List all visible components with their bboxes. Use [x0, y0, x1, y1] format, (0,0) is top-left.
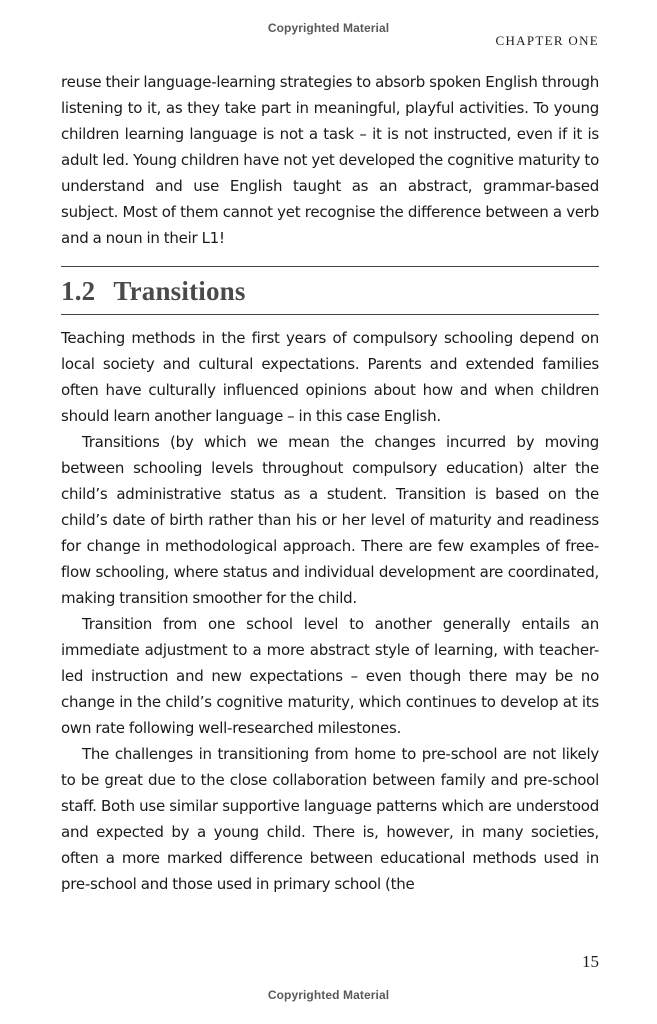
paragraph-1: Teaching methods in the first years of compulsory schooling depend on local society and cultural expectations. Parents and extended families often have culturally influenced opinions about how and when children should learn another language – in this case English. — [61, 329, 599, 425]
copyright-watermark-bottom: Copyrighted Material — [267, 988, 390, 1002]
section-number: 1.2 — [61, 276, 96, 306]
page-content — [61, 69, 599, 897]
page-number: 15 — [582, 952, 599, 971]
section-title: Transitions — [113, 276, 246, 306]
paragraph-continued: reuse their language-learning strategies to absorb spoken English through listening to it, as they take part in meaningful, playful activities. To young children learning language is not a task – it is not instructed, even if it is adult led. Young children have not yet developed the cognitive maturity to understand and use English taught as an abstract, grammar-based subject. Most of them cannot yet recognise the difference between a verb and a noun in their L1! — [61, 73, 599, 247]
section-rule-top — [61, 266, 599, 267]
running-head-chapter: CHAPTER ONE — [495, 33, 599, 48]
section-rule-bottom — [61, 314, 599, 315]
paragraph-4: The challenges in transitioning from home to pre-school are not likely to be great due to the close collaboration between family and pre-school staff. Both use similar supportive language patterns which are understood and expected by a young child. There is, however, in many societies, often a more marked difference between educational methods used in pre-school and those used in primary school (the — [61, 745, 599, 893]
paragraph-3: Transition from one school level to another generally entails an immediate adjustment to a more abstract style of learning, with teacher-led instruction and new expectations – even though there may be no change in the child’s cognitive maturity, which continues to develop at its own rate following well-researched milestones. — [61, 615, 599, 737]
section-heading — [61, 274, 599, 308]
copyright-watermark-top: Copyrighted Material — [267, 21, 390, 35]
paragraph-2: Transitions (by which we mean the changes incurred by moving between schooling levels throughout compulsory education) alter the child’s administrative status as a student. Transition is based on the child’s date of birth rather than his or her level of maturity and readiness for change in methodological approach. There are few examples of free-flow schooling, where status and individual development are coordinated, making transition smoother for the child. — [61, 433, 599, 607]
